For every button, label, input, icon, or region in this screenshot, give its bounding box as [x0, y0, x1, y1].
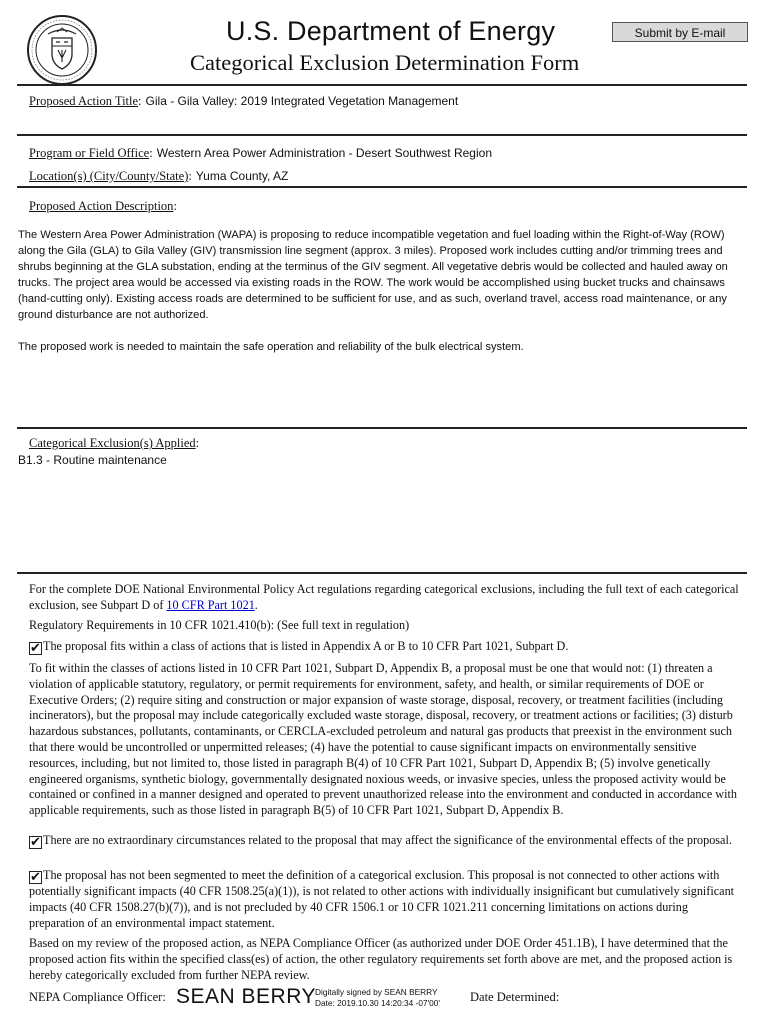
program-label: Program or Field Office [29, 146, 150, 160]
submit-by-email-button[interactable]: Submit by E-mail [612, 22, 748, 42]
program-value[interactable]: Western Area Power Administration - Desert Southwest Region [156, 146, 492, 160]
checkbox-not-segmented[interactable]: ✔ [30, 870, 41, 885]
signer-name: SEAN BERRY [176, 985, 316, 1008]
section-divider [17, 186, 747, 188]
location-label: Location(s) (City/County/State) [29, 169, 189, 183]
cfr-part-1021-link[interactable]: 10 CFR Part 1021 [166, 597, 255, 612]
checkbox-appendix-fit[interactable]: ✔ [30, 641, 41, 656]
section-divider [17, 572, 747, 574]
date-determined-label: Date Determined: [470, 990, 560, 1004]
conditions-text: To fit within the classes of actions listed in 10 CFR Part 1021, Subpart D, Appendix B, a proposal must be one that would not: (1) threaten a violation of applicable statutory, regulatory, or permit requirements for environment, safety, and health, or similar requirements of DOE or Executive Orders; (2) require siting and construction or major expansion of waste storage, disposal, recovery, or treatment facilities (including incinerators), but the proposal may include categorically excluded waste storage, disposal, recovery, or treatment actions or facilities; (3) disturb hazardous substances, pollutants, contaminants, or CERCLA-excluded petroleum and natural gas products that preexist in the environment such that there would be uncontrolled or unpermitted releases; (4) have the potential to cause significant impacts on environmentally sensitive resources, including, but not limited to, those listed in paragraph B(4) of 10 CFR Part 1021, Subpart D, Appendix B; (5) involve genetically engineered organisms, synthetic biology, governmentally designated noxious weeds, or invasive species, unless the proposed activity would be contained or confined in a manner designed and operated to prevent unauthorized release into the environment and conducted in accordance with applicable requirements, such as those listed in paragraph B(5) of 10 CFR Part 1021, Subpart D, Appendix B. [29, 661, 737, 818]
check-row-1 [29, 639, 744, 655]
location-value[interactable]: Yuma County, AZ [195, 169, 289, 183]
location-row: Location(s) (City/County/State): Yuma County, AZ [29, 169, 289, 183]
description-label-row: Proposed Action Description: [29, 199, 177, 213]
exclusion-label-row: Categorical Exclusion(s) Applied: [29, 436, 200, 450]
regulations-intro-end: . [254, 597, 258, 612]
regulations-intro [29, 582, 744, 614]
digital-signature-line-1: Digitally signed by SEAN BERRY [315, 987, 438, 997]
digital-signature[interactable] [315, 987, 440, 1009]
check-row-2 [29, 833, 741, 849]
requirements-heading: Regulatory Requirements in 10 CFR 1021.410(b): (See full text in regulation) [29, 618, 410, 632]
officer-label: NEPA Compliance Officer: [29, 990, 166, 1004]
checkbox-no-extraordinary[interactable]: ✔ [30, 835, 41, 850]
department-title: U.S. Department of Energy [226, 16, 556, 46]
check-1-text: The proposal fits within a class of actions that is listed in Appendix A or B to 10 CFR Part 1021, Subpart D. [43, 639, 569, 653]
action-title-row: Proposed Action Title: Gila - Gila Valley: 2019 Integrated Vegetation Management [29, 94, 459, 108]
form-title: Categorical Exclusion Determination Form [190, 50, 580, 75]
description-label: Proposed Action Description [29, 199, 174, 213]
section-divider [17, 427, 747, 429]
regulations-intro-text: For the complete DOE National Environmental Policy Act regulations regarding categorical exclusions, including the full text of each categorical exclusion, see Subpart D of [29, 582, 739, 612]
header-divider [17, 84, 747, 86]
check-row-3 [29, 868, 741, 931]
section-divider [17, 134, 747, 136]
action-title-value[interactable]: Gila - Gila Valley: 2019 Integrated Vegetation Management [145, 94, 459, 108]
action-title-label: Proposed Action Title [29, 94, 139, 108]
program-row: Program or Field Office: Western Area Power Administration - Desert Southwest Region [29, 146, 492, 160]
doe-seal-icon [26, 14, 98, 86]
description-paragraph-2: The proposed work is needed to maintain the safe operation and reliability of the bulk electrical system. [18, 340, 524, 353]
exclusion-value[interactable]: B1.3 - Routine maintenance [18, 453, 167, 467]
check-2-text: There are no extraordinary circumstances related to the proposal that may affect the significance of the environmental effects of the proposal. [43, 833, 732, 847]
determination-text: Based on my review of the proposed action, as NEPA Compliance Officer (as authorized under DOE Order 451.1B), I have determined that the proposed action fits within the specified class(es) of action, the other regulatory requirements set forth above are met, and the proposed action is hereby categorically excluded from further NEPA review. [29, 936, 733, 982]
description-paragraph-1: The Western Area Power Administration (WAPA) is proposing to reduce incompatible vegetation and fuel loading within the Right-of-Way (ROW) along the Gila (GLA) to Gila Valley (GIV) transmission line segment (approx. 3 miles). Proposed work includes cutting and/or trimming trees and shrubs beginning at the GLA substation, ending at the terminus of the GIV segment. All vegetative debris would be collected and hauled away on trucks. The project area would be accessed via existing roads in the ROW. The work would be accomplished using bucket trucks and chainsaws (hand-cutting only). Existing access roads are determined to be sufficient for use, and as such, overland travel, access road maintenance, or any ground disturbance are not authorized. [18, 229, 728, 322]
check-3-text: The proposal has not been segmented to meet the definition of a categorical exclusion. This proposal is not connected to other actions with potentially significant impacts (40 CFR 1508.25(a)(1)), is not related to other actions with individually insignificant but cumulatively significant impacts (40 CFR 1508.27(b)(7)), and is not precluded by 40 CFR 1506.1 or 10 CFR 1021.211 concerning limitations on actions during preparation of an environmental impact statement. [29, 868, 735, 930]
description-text[interactable] [18, 227, 748, 355]
digital-signature-line-2: Date: 2019.10.30 14:20:34 -07'00' [315, 998, 440, 1008]
exclusion-label: Categorical Exclusion(s) Applied [29, 436, 196, 450]
